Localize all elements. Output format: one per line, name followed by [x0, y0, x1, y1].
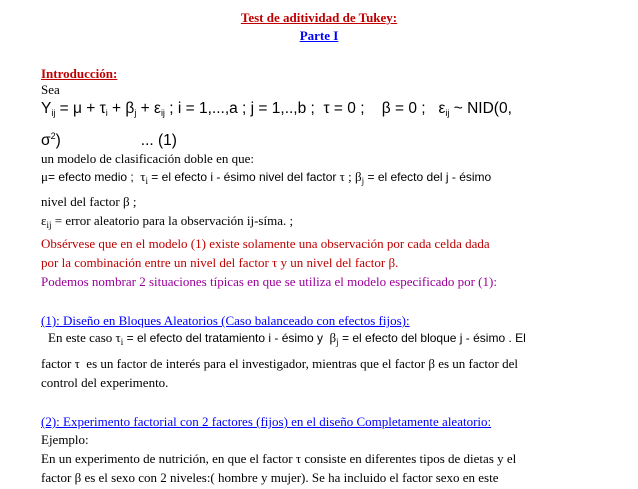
- document-subtitle-link[interactable]: Parte I: [299, 28, 339, 43]
- section1-line1: En este caso $\tau_i$ = el efecto del tratamiento i - ésimo y $\beta_j$ = el efecto del bloque j - ésimo . El: [48, 330, 526, 347]
- section2-line1: En un experimento de nutrición, en que el factor τ consiste en diferentes tipos de dietas y el: [41, 451, 517, 466]
- section2-ejemplo: Ejemplo:: [41, 432, 89, 447]
- document-title: Test de aditividad de Tukey:: [240, 10, 398, 25]
- observe-paragraph: Obsérvese que en el modelo (1) existe solamente una observación por cada celda dada: [41, 236, 490, 251]
- section1-line3: control del experimento.: [41, 375, 169, 390]
- definitions-line-cont: nivel del factor β ;: [41, 194, 137, 209]
- podemos-paragraph: Podemos nombrar 2 situaciones típicas en que se utiliza el modelo especificado por (1):: [41, 274, 497, 289]
- definitions-line: μ= efecto medio ; $\tau_i$ = el efecto i - ésimo nivel del factor τ ; $\beta_j$ = el efecto del j - ésimo: [41, 169, 492, 186]
- section1-line2: factor τ es un factor de interés para el investigador, mientras que el factor β es un factor del: [41, 356, 518, 371]
- section2-line2: factor β es el sexo con 2 niveles:( hombre y mujer). Se ha incluido el factor sexo en este: [41, 470, 499, 485]
- model-description: un modelo de clasificación doble en que:: [41, 151, 254, 166]
- observe-paragraph-cont: por la combinación entre un nivel del factor τ y un nivel del factor β.: [41, 255, 399, 270]
- section2-heading-link[interactable]: (2): Experimento factorial con 2 factores (fijos) en el diseño Completamente aleatorio:: [41, 414, 492, 429]
- intro-heading: Introducción:: [41, 66, 118, 81]
- model-equation-cont: $\sigma^2$) ... (1): [41, 131, 177, 149]
- section1-heading-link[interactable]: (1): Diseño en Bloques Aleatorios (Caso balanceado con efectos fijos):: [41, 313, 410, 328]
- model-equation: $Y_{ij} = \mu + \tau_i + \beta_j + \varepsilon_{ij}$ ; i = 1,...,a ; j = 1,..,b ; τ = 0 ; β = 0 ; $\varepsilon_{ij}$ ~ NID(0,: [41, 100, 512, 118]
- error-definition: $\varepsilon_{ij}$ = error aleatorio para la observación ij-síma. ;: [41, 213, 294, 230]
- intro-sea: Sea: [41, 82, 60, 97]
